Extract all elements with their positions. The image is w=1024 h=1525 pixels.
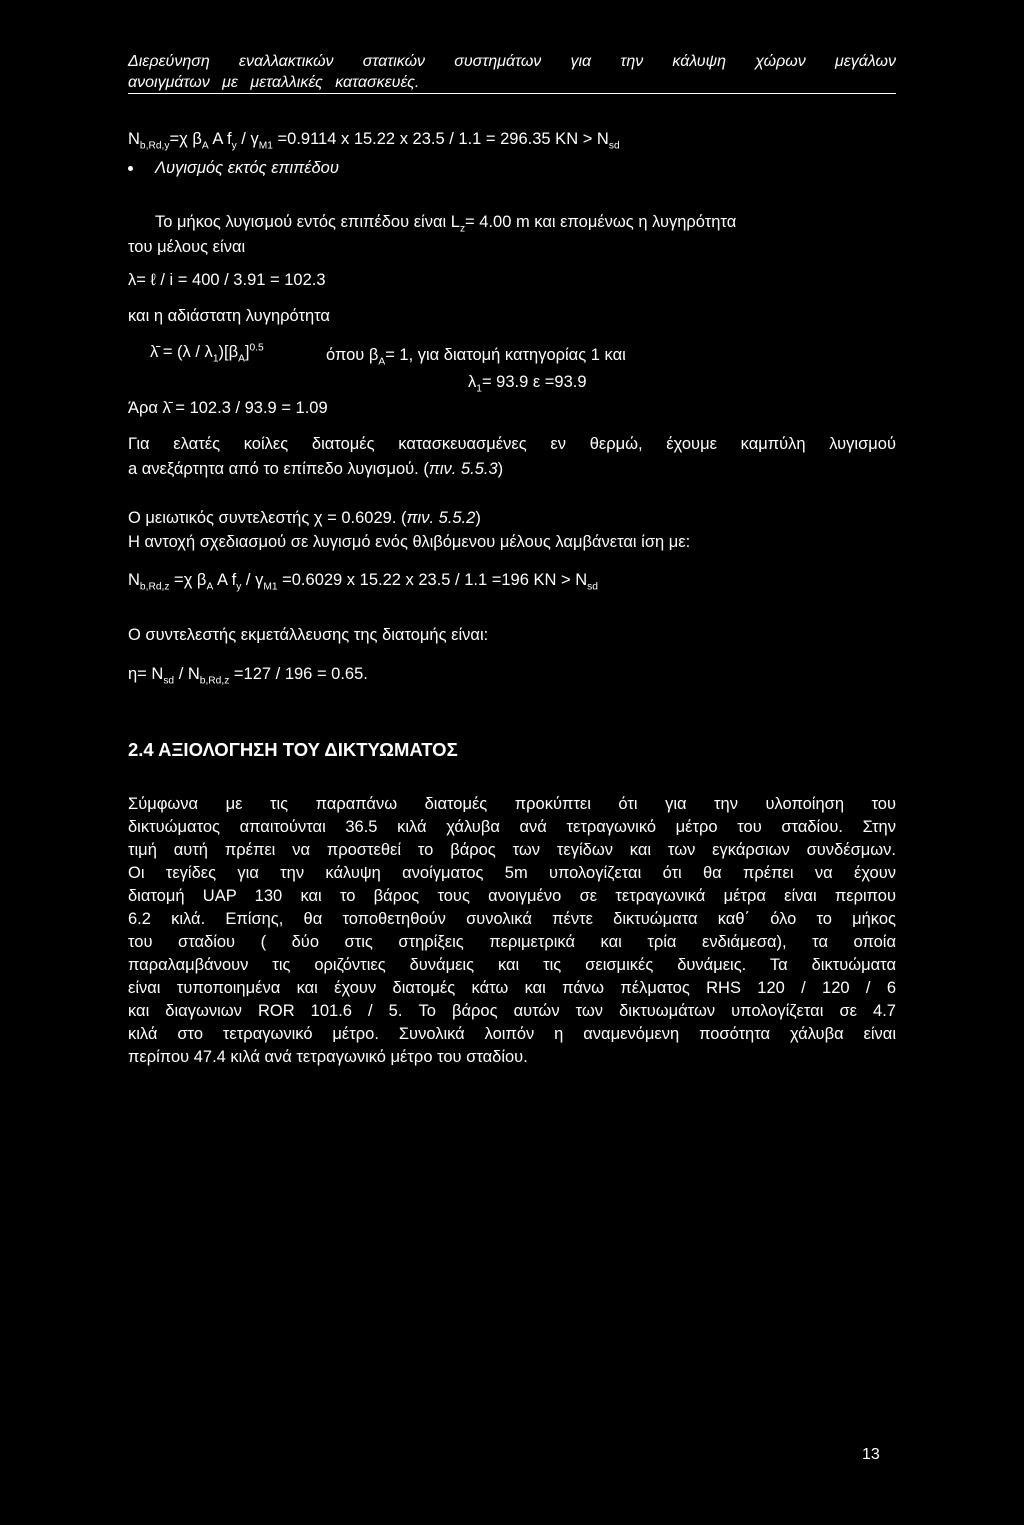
paragraph-line: διατομή UAP 130 και το βάρος τους ανοιγμένο σε τετραγωνικά μέτρα είναι περιπου <box>128 887 896 905</box>
utilization-formula: $\eta= N_{sd} / N_{b,Rd,z} =127 / 196 = 0.65$. <box>128 665 368 687</box>
paragraph-line: παραλαμβάνουν τις οριζόντιες δυνάμεις και τις σεισμικές δυνάμεις. Τα δικτυώματα <box>128 956 896 974</box>
formula-nbrdz: $N_{b,Rd,z} =\chi$ $\beta_A$ A $f_y / \gamma_{M1} =0.6029$ x 15.22 x 23.5 / 1.1 =196 KN > $N_{sd}$ <box>128 571 598 593</box>
paragraph-line: 6.2 κιλά. Επίσης, θα τοποθετηθούν συνολικά πέντε δικτυώματα καθ΄ όλο το μήκος <box>128 910 896 928</box>
running-header-line-2: ανοιγμάτων με μεταλλικές κατασκευές. <box>128 74 420 91</box>
bullet-marker <box>128 166 133 171</box>
utilization-intro: Ο συντελεστής εκμετάλλευσης της διατομής είναι: <box>128 626 489 644</box>
paragraph-line: δικτυώματος απαιτούνται 36.5 κιλά χάλυβα ανά τετραγωνικό μέτρο του σταδίου. Στην <box>128 818 896 836</box>
header-rule <box>128 93 896 94</box>
paragraph-line: τιμή αυτή πρέπει να προστεθεί το βάρος των τεγίδων και των εγκάρσιων συνδέσμων. <box>128 841 896 859</box>
section-heading: 2.4 ΑΞΙΟΛΟΓΗΣΗ ΤΟΥ ΔΙΚΤΥΩΜΑΤΟΣ <box>128 739 458 760</box>
buckling-length-line-1: Το μήκος λυγισμού εντός επιπέδου είναι $L_z= 4.00$ m και επομένως η λυγηρότητα <box>155 213 737 235</box>
evaluation-paragraph <box>128 793 896 1069</box>
paragraph-line: του σταδίου ( δύο στις στηρίξεις περιμετρικά και τρία ενδιάμεσα), τα οποία <box>128 933 896 951</box>
design-resistance-intro: Η αντοχή σχεδιασμού σε λυγισμό ενός θλιβόμενου μέλους λαμβάνεται ίση με: <box>128 533 691 551</box>
paragraph-line: περίπου 47.4 κιλά ανά τετραγωνικό μέτρο του σταδίου. <box>128 1048 528 1066</box>
paragraph-line: Σύμφωνα με τις παραπάνω διατομές προκύπτει ότι για την υλοποίηση του <box>128 795 896 813</box>
slenderness-equation: λ= ℓ / i = 400 / 3.91 = 102.3 <box>128 271 326 289</box>
formula-where-clause: όπου $\beta_A= 1$, για διατομή κατηγορίας 1 και <box>326 346 626 368</box>
paragraph-line: Οι τεγίδες για την κάλυψη ανοίγματος 5m υπολογίζεται ότι θα πρέπει να έχουν <box>128 864 896 882</box>
running-header-line-1: Διερεύνηση εναλλακτικών στατικών συστημάτων για την κάλυψη χώρων μεγάλων <box>128 53 896 70</box>
reduction-factor: Ο μειωτικός συντελεστής χ = 0.6029. (πιν. 5.5.2) <box>128 509 481 527</box>
page-number: 13 <box>862 1446 880 1463</box>
buckling-length-line-2: του μέλους είναι <box>128 238 246 256</box>
nondimensional-intro: και η αδιάστατη λυγηρότητα <box>128 307 330 325</box>
paragraph-line: κιλά στο τετραγωνικό μέτρο. Συνολικά λοιπόν η αναμενόμενη ποσότητα χάλυβα είναι <box>128 1025 896 1043</box>
paragraph-line: και διαγωνιων ROR 101.6 / 5. Το βάρος αυτών των δικτυωμάτων υπολογίζεται σε 4.7 <box>128 1002 896 1020</box>
paragraph-line: είναι τυποποιημένα και έχουν διατομές κάτω και πάνω πέλματος RHS 120 / 120 / 6 <box>128 979 896 997</box>
nondimensional-result: Άρα λ̄ = 102.3 / 93.9 = 1.09 <box>128 399 328 417</box>
lambda-one-value: $\lambda_1= 93.9$ ε =93.9 <box>468 373 587 395</box>
buckling-curve-line-2: a ανεξάρτητα από το επίπεδο λυγισμού. (πιν. 5.5.3) <box>128 460 504 478</box>
bullet-heading: Λυγισμός εκτός επιπέδου <box>155 159 339 177</box>
buckling-curve-line-1: Για ελατές κοίλες διατομές κατασκευασμένες εν θερμώ, έχουμε καμπύλη λυγισμού <box>128 435 896 453</box>
formula-nbrdy: $N_{b,Rd,y}=\chi$ $\beta_A$ A $f_y / \gamma_{M1} =0.9114$ x 15.22 x 23.5 / 1.1 = 296.35 KN > $N_{sd}$ <box>128 130 620 152</box>
nondimensional-formula: λ̄ = $(\lambda / \lambda_1)[\beta_A]^{0.5}$ <box>150 342 264 365</box>
